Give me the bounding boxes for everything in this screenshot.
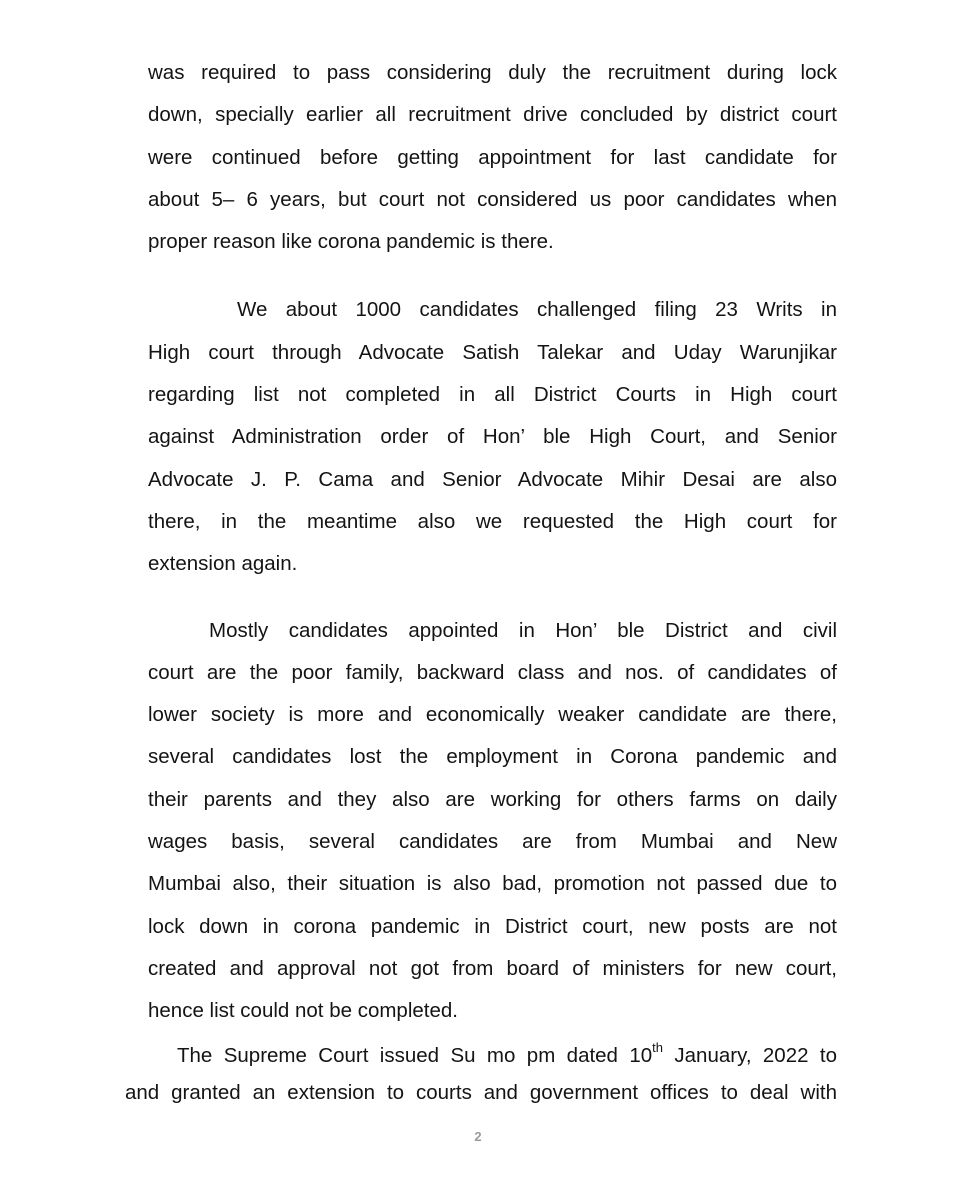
- paragraph-line: there, in the meantime also we requested the High court for: [148, 510, 837, 533]
- page-number: 2: [474, 1129, 482, 1144]
- paragraph-line: their parents and they also are working for others farms on daily: [148, 788, 837, 811]
- superscript: th: [652, 1040, 664, 1056]
- paragraph-text: The Supreme Court issued Su mo pm dated 10: [177, 1044, 653, 1067]
- paragraph-line: about 5– 6 years, but court not considered us poor candidates when: [148, 188, 837, 211]
- paragraph-line: and granted an extension to courts and government offices to deal with: [125, 1081, 837, 1104]
- paragraph-line: extension again.: [148, 552, 298, 575]
- paragraph-line: against Administration order of Hon’ ble High Court, and Senior: [148, 425, 837, 448]
- paragraph-text: January, 2022 to: [663, 1044, 837, 1067]
- paragraph-line: court are the poor family, backward class and nos. of candidates of: [148, 661, 837, 684]
- paragraph-line: down, specially earlier all recruitment drive concluded by district court: [148, 103, 837, 126]
- paragraph-line: wages basis, several candidates are from Mumbai and New: [148, 830, 837, 853]
- paragraph-line: [177, 1041, 837, 1071]
- paragraph-line: We about 1000 candidates challenged filing 23 Writs in: [237, 298, 837, 321]
- paragraph-line: lower society is more and economically weaker candidate are there,: [148, 703, 837, 726]
- paragraph-line: lock down in corona pandemic in District court, new posts are not: [148, 915, 837, 938]
- paragraph-line: were continued before getting appointment for last candidate for: [148, 146, 837, 169]
- paragraph-line: regarding list not completed in all District Courts in High court: [148, 383, 837, 406]
- paragraph-line: proper reason like corona pandemic is there.: [148, 230, 554, 253]
- paragraph-line: Mumbai also, their situation is also bad, promotion not passed due to: [148, 872, 837, 895]
- paragraph-line: hence list could not be completed.: [148, 999, 458, 1022]
- paragraph-line: Mostly candidates appointed in Hon’ ble District and civil: [209, 619, 837, 642]
- paragraph-line: High court through Advocate Satish Talekar and Uday Warunjikar: [148, 341, 837, 364]
- paragraph-line: was required to pass considering duly the recruitment during lock: [148, 61, 837, 84]
- paragraph-line: created and approval not got from board of ministers for new court,: [148, 957, 837, 980]
- paragraph-line: Advocate J. P. Cama and Senior Advocate Mihir Desai are also: [148, 468, 837, 491]
- paragraph-line: several candidates lost the employment in Corona pandemic and: [148, 745, 837, 768]
